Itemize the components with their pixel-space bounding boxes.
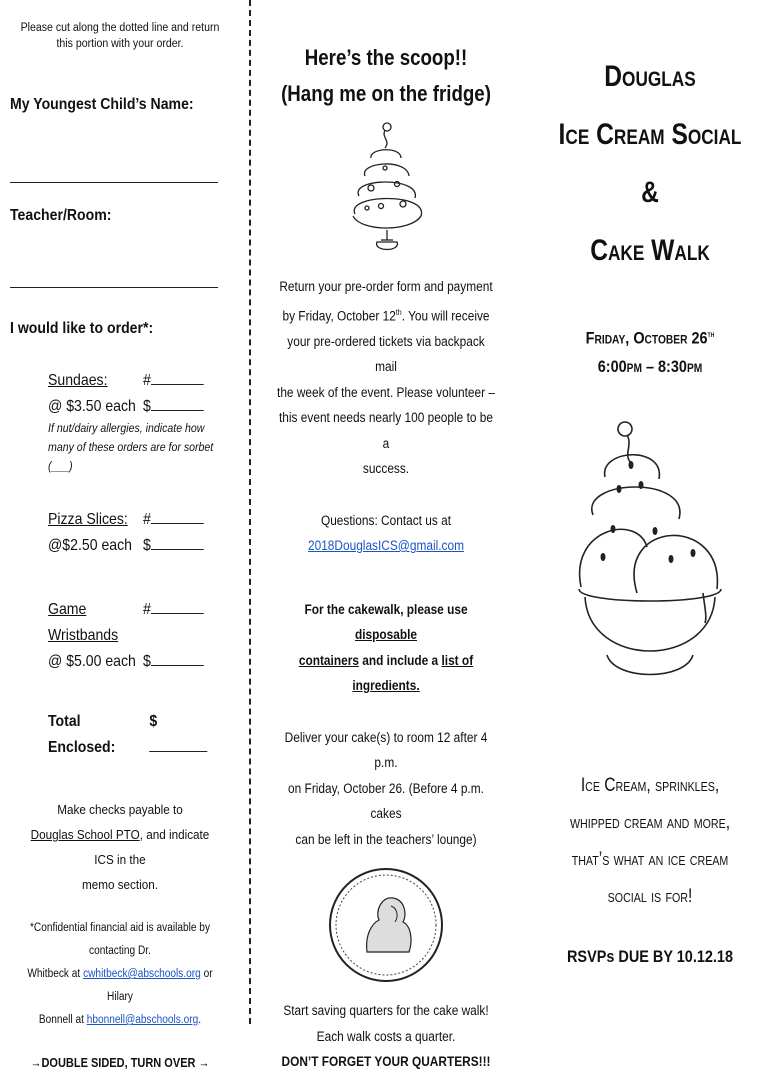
sundaes-amount-field[interactable] bbox=[151, 394, 204, 411]
rsvp-deadline: RSVPs DUE BY 10.12.18 bbox=[566, 946, 733, 966]
ice-cream-bowl-icon bbox=[530, 419, 770, 719]
amount-symbol: $ bbox=[143, 653, 151, 670]
cover-column bbox=[530, 0, 770, 1024]
event-date: Friday, October 26th bbox=[585, 328, 715, 348]
fridge-subtitle: (Hang me on the fridge) bbox=[281, 81, 491, 106]
teacher-room-label: Teacher/Room: bbox=[10, 207, 112, 224]
return-line-6: success. bbox=[362, 461, 410, 476]
checks-line-1: Make checks payable to bbox=[57, 802, 183, 817]
quarter-coin-icon bbox=[262, 866, 510, 984]
aid-line-1: *Confidential financial aid is available by contacting Dr. bbox=[29, 922, 211, 957]
order-form-column bbox=[0, 0, 240, 1070]
return-line-2: by Friday, October 12th. You will receive bbox=[282, 307, 490, 323]
wristbands-price: @ $5.00 each bbox=[48, 653, 136, 670]
checks-line-2: Douglas School PTO, and indicate ICS in the bbox=[30, 827, 210, 867]
slogan-line-2: whipped cream and more, bbox=[569, 811, 731, 833]
quarters-line-1: Start saving quarters for the cake walk! bbox=[283, 1003, 489, 1018]
sundaes-order bbox=[10, 368, 230, 477]
checks-instructions bbox=[21, 797, 219, 897]
child-name-label: My Youngest Child’s Name: bbox=[10, 96, 194, 113]
return-line-1: Return your pre-order form and payment bbox=[279, 279, 493, 294]
cake-line-3: ingredients. bbox=[352, 678, 420, 693]
cover-title-ampersand: & bbox=[641, 176, 659, 209]
cut-line bbox=[249, 0, 251, 1024]
aid-line-2: Whitbeck at cwhitbeck@abschools.org or Hilary bbox=[27, 968, 213, 1003]
wristbands-count-field[interactable] bbox=[151, 597, 204, 614]
questions-paragraph bbox=[262, 508, 510, 559]
cover-title-cake-walk: Cake Walk bbox=[590, 234, 710, 267]
questions-line: Questions: Contact us at bbox=[320, 512, 452, 528]
whitbeck-email-link[interactable]: cwhitbeck@abschools.org bbox=[83, 968, 201, 980]
pizza-price: @$2.50 each bbox=[48, 537, 132, 554]
delivery-paragraph bbox=[262, 725, 510, 853]
cake-line-1: For the cakewalk, please use disposable bbox=[304, 601, 468, 642]
total-amount-field[interactable] bbox=[149, 735, 207, 752]
return-line-4: the week of the event. Please volunteer – bbox=[277, 384, 495, 400]
pizza-amount-field[interactable] bbox=[151, 533, 204, 550]
slogan bbox=[530, 767, 770, 915]
cut-instructions: Please cut along the dotted line and return this portion with your order. bbox=[20, 22, 220, 50]
amount-symbol: $ bbox=[143, 398, 151, 415]
aid-line-3: Bonnell at hbonnell@abschools.org. bbox=[38, 1014, 202, 1026]
cover-title-douglas: Douglas bbox=[604, 60, 696, 93]
return-paragraph bbox=[262, 274, 510, 482]
deliver-line-1: Deliver your cake(s) to room 12 after 4 p.m. bbox=[284, 729, 488, 770]
return-line-5: this event needs nearly 100 people to be a bbox=[278, 410, 494, 451]
count-symbol: # bbox=[143, 601, 151, 618]
sundaes-count-field[interactable] bbox=[151, 368, 204, 385]
total-label: Total Enclosed: bbox=[48, 713, 116, 756]
amount-symbol: $ bbox=[143, 537, 151, 554]
allergy-note: If nut/dairy allergies, indicate how many of these orders are for sorbet (___) bbox=[48, 423, 214, 473]
total-enclosed bbox=[10, 709, 230, 761]
amount-symbol: $ bbox=[149, 713, 158, 730]
financial-aid-note bbox=[23, 917, 217, 1032]
count-symbol: # bbox=[143, 372, 151, 389]
slogan-line-4: social is for! bbox=[607, 885, 693, 907]
return-line-3: your pre-ordered tickets via backpack mail bbox=[287, 333, 485, 374]
event-time: 6:00pm – 8:30pm bbox=[597, 356, 703, 376]
checks-line-3: memo section. bbox=[81, 877, 159, 892]
double-sided-note: →DOUBLE SIDED, TURN OVER → bbox=[30, 1056, 210, 1070]
slogan-line-3: that’s what an ice cream bbox=[571, 848, 729, 870]
pizza-order bbox=[10, 507, 230, 559]
scoop-title: Here’s the scoop!! bbox=[304, 45, 468, 70]
bonnell-email-link[interactable]: hbonnell@abschools.org bbox=[86, 1014, 199, 1026]
order-label: I would like to order*: bbox=[10, 320, 154, 337]
wristbands-order bbox=[10, 597, 230, 675]
quarters-line-2: Each walk costs a quarter. bbox=[316, 1028, 456, 1044]
cake-line-2: containers and include a list of bbox=[298, 652, 474, 668]
sundaes-label: Sundaes: bbox=[48, 372, 108, 389]
sorbet-count-field[interactable]: (___) bbox=[48, 461, 73, 473]
cakewalk-paragraph bbox=[262, 597, 510, 699]
deliver-line-3: can be left in the teachers’ lounge) bbox=[295, 831, 477, 847]
cover-title-ice-cream-social: Ice Cream Social bbox=[558, 118, 742, 151]
count-symbol: # bbox=[143, 511, 151, 528]
pizza-count-field[interactable] bbox=[151, 507, 204, 524]
contact-email-link[interactable]: 2018DouglasICS@gmail.com bbox=[307, 538, 465, 553]
slogan-line-1: Ice Cream, sprinkles, bbox=[580, 774, 720, 796]
quarters-line-3: DON’T FORGET YOUR QUARTERS!!! bbox=[281, 1054, 491, 1069]
sundaes-price: @ $3.50 each bbox=[48, 398, 136, 415]
wristbands-label: Game Wristbands bbox=[48, 601, 119, 644]
event-datetime bbox=[530, 320, 770, 381]
pizza-label: Pizza Slices: bbox=[48, 511, 128, 528]
wristbands-amount-field[interactable] bbox=[151, 649, 204, 666]
pto-name: Douglas School PTO bbox=[30, 827, 140, 842]
info-column bbox=[262, 0, 510, 1069]
sundae-glass-icon bbox=[262, 118, 510, 258]
deliver-line-2: on Friday, October 26. (Before 4 p.m. cakes bbox=[288, 780, 484, 821]
quarters-paragraph bbox=[262, 998, 510, 1075]
